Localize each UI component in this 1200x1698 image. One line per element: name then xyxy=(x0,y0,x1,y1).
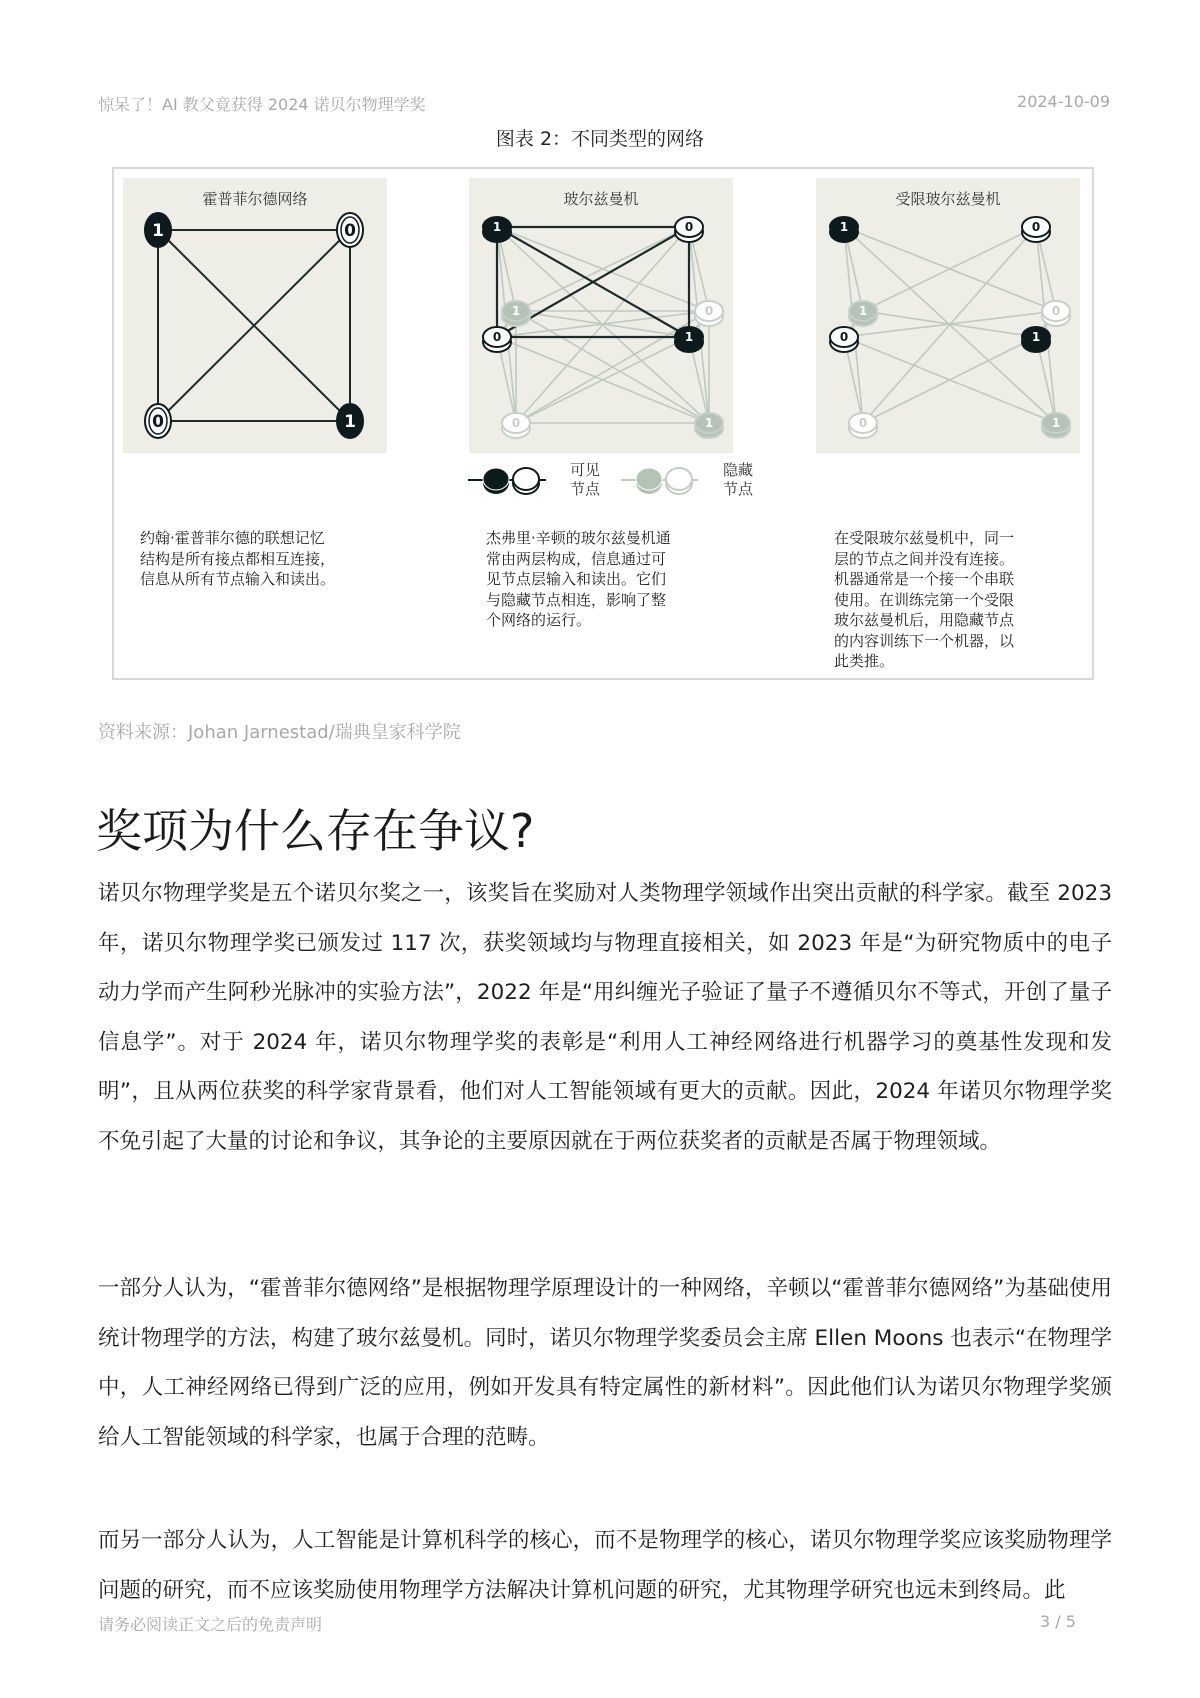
hidden-node xyxy=(695,413,723,438)
paragraph: 诺贝尔物理学奖是五个诺贝尔奖之一，该奖旨在奖励对人类物理学领域作出突出贡献的科学家。截至 2023 年，诺贝尔物理学奖已颁发过 117 次，获奖领域均与物理直接相关，如 2023 年是“为研究物质中的电子动力学而产生阿秒光脉冲的实验方法”，2022 年是“用纠缠光子验证了量子不遵循贝尔不等式，开创了量子信息学”。对于 2024 年，诺贝尔物理学奖的表彰是“利用人工神经网络进行机器学习的奠基性发现和发明”，且从两位获奖的科学家背景看，他们对人工智能领域有更大的贡献。因此，2024 年诺贝尔物理学奖不免引起了大量的讨论和争议，其争论的主要原因就在于两位获奖者的贡献是否属于物理领域。 xyxy=(98,881,1112,1154)
caption-line: 与隐藏节点相连，影响了整 xyxy=(486,590,667,609)
boltzmann-machine-diagram xyxy=(469,178,733,453)
paragraph: 而另一部分人认为，人工智能是计算机科学的核心，而不是物理学的核心，诺贝尔物理学奖应该奖励物理学问题的研究，而不应该奖励使用物理学方法解决计算机问题的研究，尤其物理学研究也远未到终局。此 xyxy=(98,1528,1112,1603)
legend-hidden-label: 隐藏节点 xyxy=(723,461,754,498)
figure-legend xyxy=(466,461,766,511)
caption-line: 杰弗里·辛顿的玻尔兹曼机通 xyxy=(486,529,671,547)
restricted-boltzmann-diagram xyxy=(816,178,1080,453)
caption-line: 层的节点之间并没有连接。 xyxy=(834,549,1015,568)
page-number: 3 / 5 xyxy=(1040,1612,1076,1631)
visible-node xyxy=(483,327,511,352)
caption-line: 信息从所有节点输入和读出。 xyxy=(140,570,336,588)
connection-line xyxy=(516,311,689,337)
hidden-node xyxy=(849,301,877,326)
node-value: 0 xyxy=(1051,304,1061,318)
visible-node xyxy=(675,217,703,242)
figure-network-types xyxy=(112,167,1094,680)
hidden-node xyxy=(1042,301,1070,326)
hidden-node xyxy=(1042,413,1070,438)
node-value: 1 xyxy=(839,220,849,234)
hopfield-network-diagram xyxy=(123,178,387,453)
caption-line: 玻尔兹曼机后，用隐藏节点 xyxy=(834,611,1015,629)
node-value: 1 xyxy=(1051,416,1061,430)
node-value: 0 xyxy=(1031,220,1041,234)
node-value: 1 xyxy=(684,330,694,344)
connection-line xyxy=(863,227,1036,423)
visible-node xyxy=(830,217,858,242)
caption-restricted-boltzmann xyxy=(834,528,1014,672)
caption-boltzmann xyxy=(486,528,671,631)
legend-visible-label: 可见节点 xyxy=(570,461,601,498)
node-value: 0 xyxy=(684,220,694,234)
hidden-node xyxy=(502,413,530,438)
node-value: 0 xyxy=(704,304,714,318)
visible-node xyxy=(145,213,171,247)
caption-line: 的内容训练下一个机器，以 xyxy=(834,631,1015,650)
figure-source: 资料来源：Johan Jarnestad/瑞典皇家科学院 xyxy=(98,722,461,743)
caption-line: 结构是所有接点都相互连接， xyxy=(140,549,336,568)
visible-node xyxy=(483,217,511,242)
panel-restricted-boltzmann xyxy=(816,178,1080,453)
section-heading: 奖项为什么存在争议? xyxy=(96,804,535,858)
visible-node xyxy=(675,327,703,352)
node-value: 0 xyxy=(344,221,356,241)
node-value: 0 xyxy=(152,412,164,432)
caption-line: 此类推。 xyxy=(834,652,895,670)
caption-line: 机器通常是一个接一个串联 xyxy=(834,570,1015,588)
legend-node-icons xyxy=(466,461,766,511)
caption-line: 见节点层输入和读出。它们 xyxy=(486,570,667,588)
caption-line: 约翰·霍普菲尔德的联想记忆 xyxy=(140,529,325,547)
node-value: 1 xyxy=(492,220,502,234)
node-value: 1 xyxy=(152,221,164,241)
node-value: 0 xyxy=(839,330,849,344)
node-value: 1 xyxy=(1031,330,1041,344)
connection-line xyxy=(516,227,689,423)
caption-line: 常由两层构成，信息通过可 xyxy=(486,549,667,568)
footer-disclaimer: 请务必阅读正文之后的免责声明 xyxy=(98,1615,323,1634)
visible-node xyxy=(145,404,171,438)
panel-boltzmann xyxy=(469,178,733,453)
connection-line xyxy=(863,311,1036,337)
figure-title: 图表 2：不同类型的网络 xyxy=(495,128,705,150)
visible-node xyxy=(1022,217,1050,242)
node-value: 1 xyxy=(344,412,356,432)
caption-hopfield xyxy=(140,528,335,590)
hidden-node xyxy=(502,301,530,326)
node-value: 1 xyxy=(858,304,868,318)
node-value: 0 xyxy=(492,330,502,344)
panel-title: 受限玻尔兹曼机 xyxy=(895,190,1001,208)
paragraph: 一部分人认为，“霍普菲尔德网络”是根据物理学原理设计的一种网络，辛顿以“霍普菲尔德网络”为基础使用统计物理学的方法，构建了玻尔兹曼机。同时，诺贝尔物理学奖委员会主席 Ellen Moons 也表示“在物理学中，人工神经网络已得到广泛的应用，例如开发具有特定属性的新材料”。因此他们认为诺贝尔物理学奖颁给人工智能领域的科学家，也属于合理的范畴。 xyxy=(98,1276,1112,1450)
caption-line: 在受限玻尔兹曼机中，同一 xyxy=(834,529,1015,547)
visible-node xyxy=(830,327,858,352)
visible-node xyxy=(1022,327,1050,352)
visible-node xyxy=(337,404,363,438)
node-value: 0 xyxy=(511,416,521,430)
panel-title: 霍普菲尔德网络 xyxy=(202,190,308,208)
node-value: 1 xyxy=(511,304,521,318)
visible-node xyxy=(337,213,363,247)
document-header-title: 惊呆了！AI 教父竟获得 2024 诺贝尔物理学奖 xyxy=(98,95,426,114)
panel-hopfield xyxy=(123,178,387,453)
document-header-date: 2024-10-09 xyxy=(1017,92,1110,111)
hidden-node xyxy=(849,413,877,438)
node-value: 1 xyxy=(704,416,714,430)
caption-line: 使用。在训练完第一个受限 xyxy=(834,590,1015,609)
hidden-node xyxy=(695,301,723,326)
caption-line: 个网络的运行。 xyxy=(486,611,592,629)
panel-title: 玻尔兹曼机 xyxy=(563,190,639,208)
node-value: 0 xyxy=(858,416,868,430)
